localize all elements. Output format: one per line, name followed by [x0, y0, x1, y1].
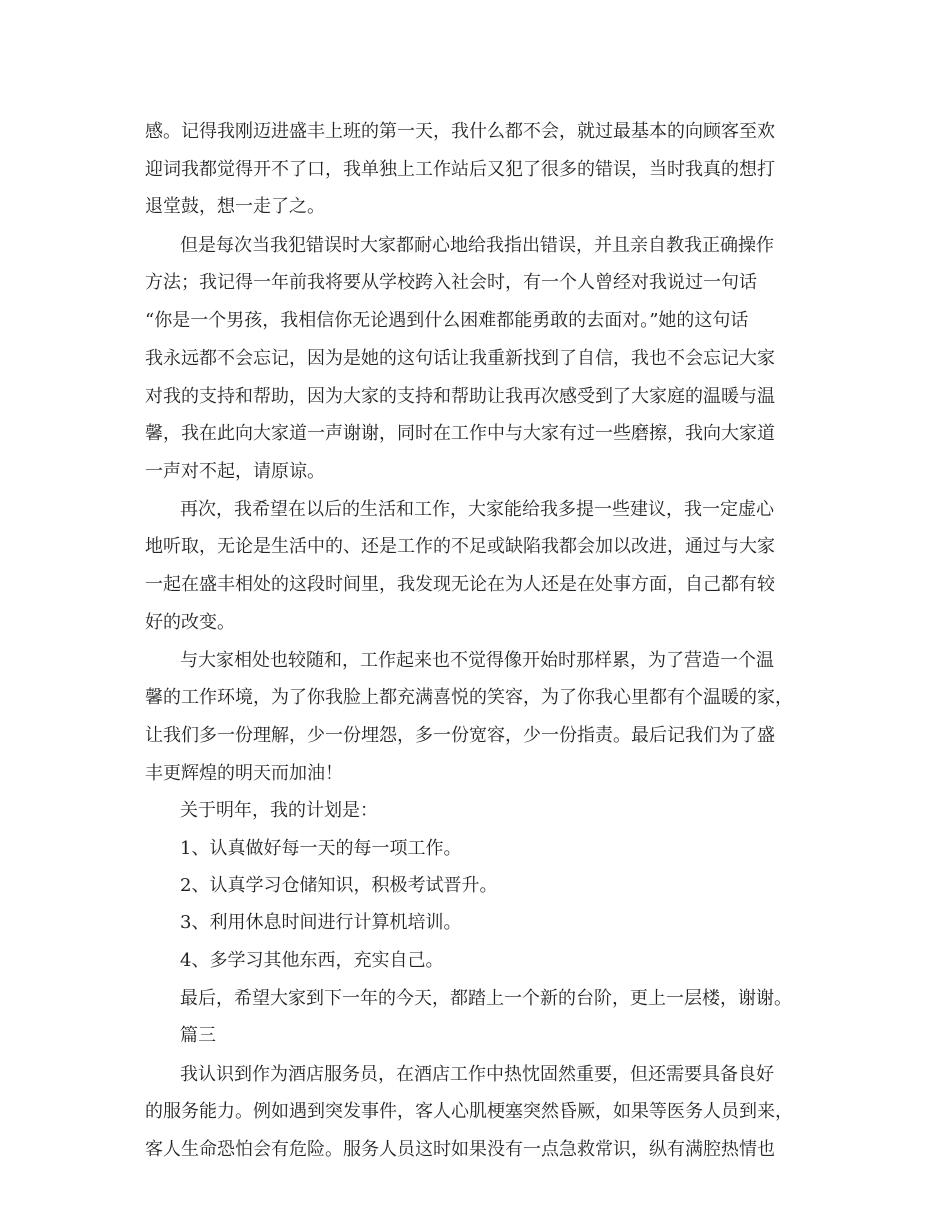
text-line: 我认识到作为酒店服务员，在酒店工作中热忱固然重要，但还需要具备良好 [180, 1064, 774, 1085]
text-line: 我永远都不会忘记，因为是她的这句话让我重新找到了自信，我也不会忘记大家 [145, 348, 775, 369]
text-line: 馨的工作环境，为了你我脸上都充满喜悦的笑容，为了你我心里都有个温暖的家， [145, 687, 793, 708]
text-line: 最后，希望大家到下一年的今天，都踏上一个新的台阶，更上一层楼，谢谢。 [180, 988, 792, 1009]
text-line: 迎词我都觉得开不了口，我单独上工作站后又犯了很多的错误，当时我真的想打 [145, 159, 775, 180]
text-line: 退堂鼓，想一走了之。 [145, 196, 325, 217]
section-heading: 篇三 [180, 1025, 216, 1046]
text-line: 感。记得我刚迈进盛丰上班的第一天，我什么都不会，就过最基本的向顾客至欢 [145, 121, 775, 142]
list-item: 3、利用休息时间进行计算机培训。 [180, 912, 462, 933]
list-item: 1、认真做好每一天的每一项工作。 [180, 838, 462, 859]
text-line: “你是一个男孩，我相信你无论遇到什么困难都能勇敢的去面对。”她的这句话 [145, 310, 749, 331]
text-line: 再次，我希望在以后的生活和工作，大家能给我多提一些建议，我一定虚心 [180, 499, 774, 520]
list-item: 2、认真学习仓储知识，积极考试晋升。 [180, 875, 498, 896]
text-line: 让我们多一份理解，少一份埋怨，多一份宽容，少一份指责。最后记我们为了盛 [145, 725, 775, 746]
text-line: 与大家相处也较随和，工作起来也不觉得像开始时那样累，为了营造一个温 [180, 650, 774, 671]
text-line: 丰更辉煌的明天而加油！ [145, 763, 343, 784]
text-line: 地听取，无论是生活中的、还是工作的不足或缺陷我都会加以改进，通过与大家 [145, 536, 775, 557]
text-line: 关于明年，我的计划是： [180, 800, 378, 821]
text-line: 一起在盛丰相处的这段时间里，我发现无论在为人还是在处事方面，自己都有较 [145, 574, 775, 595]
text-line: 客人生命恐怕会有危险。服务人员这时如果没有一点急救常识，纵有满腔热情也 [145, 1139, 775, 1160]
text-line: 的服务能力。例如遇到突发事件，客人心肌梗塞突然昏厥，如果等医务人员到来， [145, 1101, 793, 1122]
text-line: 好的改变。 [145, 612, 235, 633]
list-item: 4、多学习其他东西，充实自己。 [180, 950, 444, 971]
text-line: 对我的支持和帮助，因为大家的支持和帮助让我再次感受到了大家庭的温暖与温 [145, 386, 775, 407]
text-line: 方法；我记得一年前我将要从学校跨入社会时，有一个人曾经对我说过一句话 [145, 272, 757, 293]
text-line: 馨，我在此向大家道一声谢谢，同时在工作中与大家有过一些磨擦，我向大家道 [145, 423, 775, 444]
text-line: 一声对不起，请原谅。 [145, 461, 325, 482]
text-line: 但是每次当我犯错误时大家都耐心地给我指出错误，并且亲自教我正确操作 [180, 235, 774, 256]
